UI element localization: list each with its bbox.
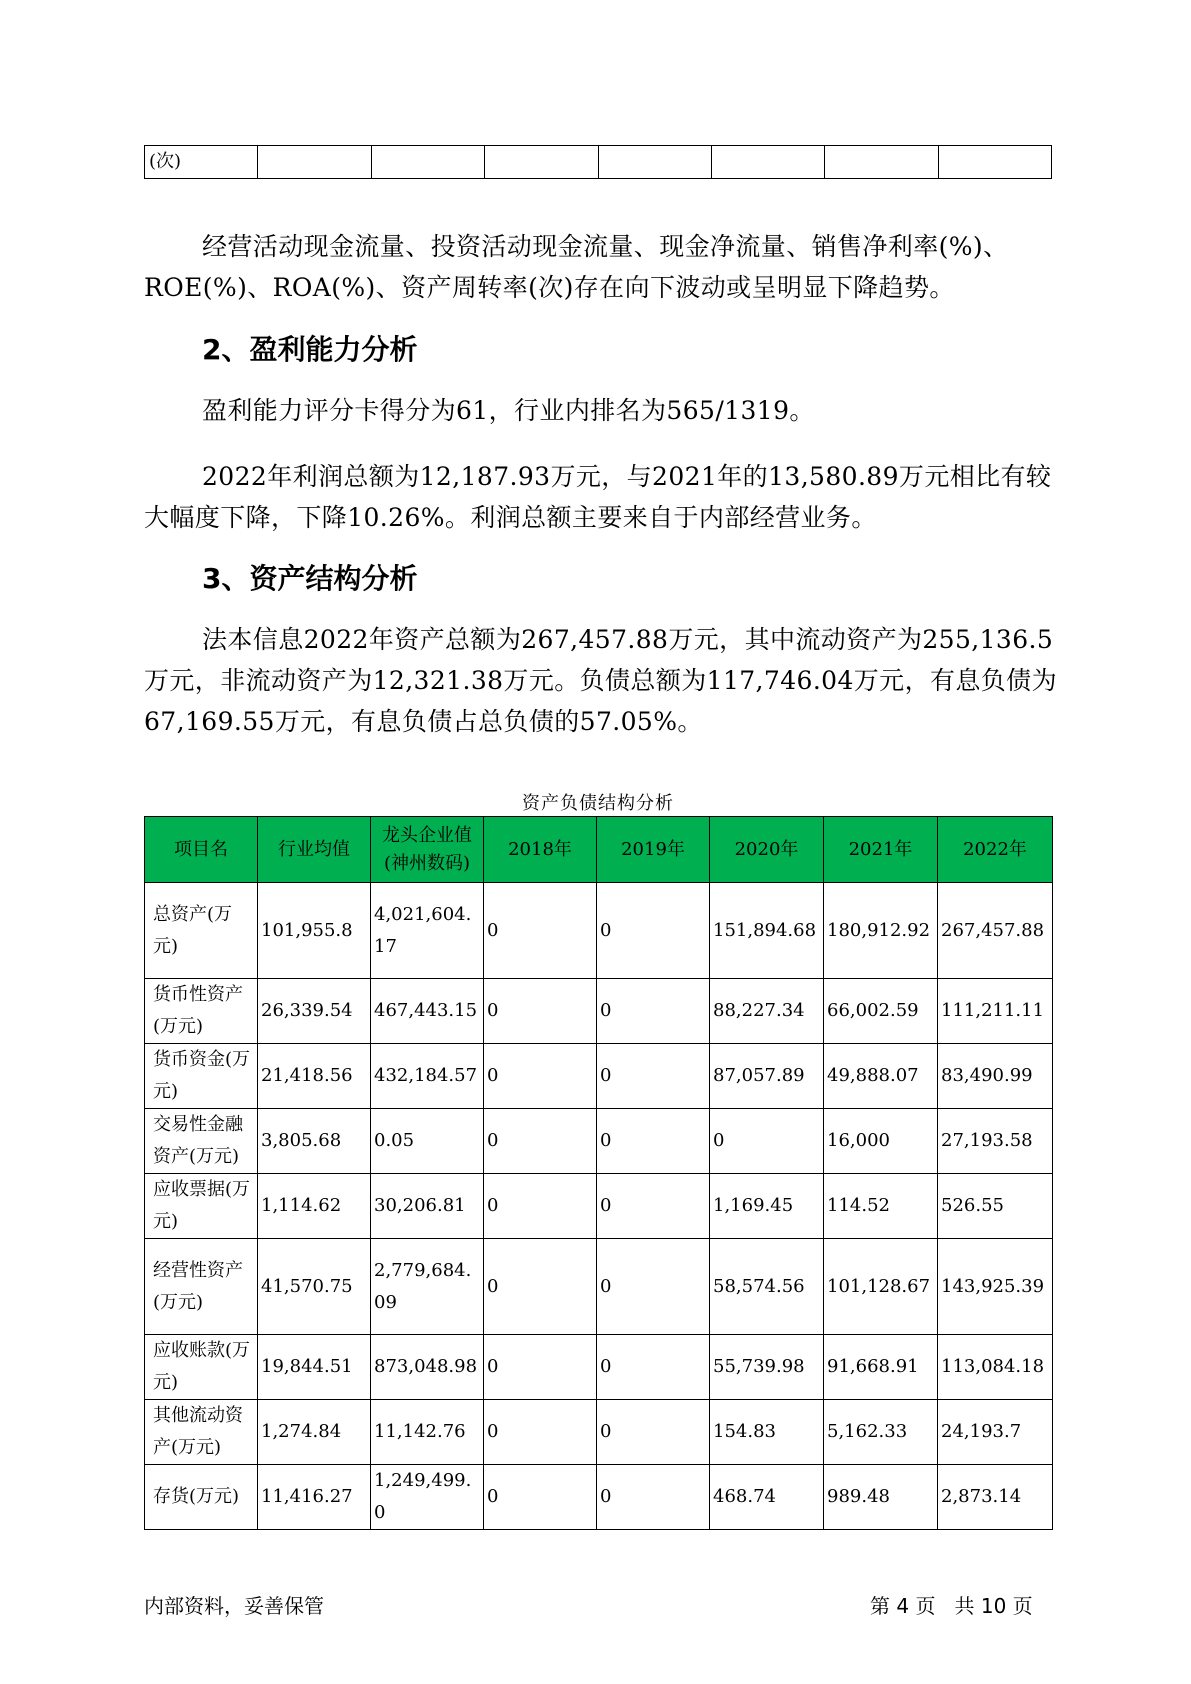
row-label: 总资产(万元) <box>145 883 258 979</box>
table-cell: 101,128.67 <box>824 1239 938 1335</box>
table-cell: 2,779,684.09 <box>371 1239 484 1335</box>
table-cell: 26,339.54 <box>258 979 371 1044</box>
row-label: (次) <box>145 146 258 179</box>
table-cell: 27,193.58 <box>938 1109 1053 1174</box>
row-label: 应收账款(万元) <box>145 1335 258 1400</box>
table-row <box>145 1400 1053 1465</box>
table-cell: 66,002.59 <box>824 979 938 1044</box>
trend-paragraph: 经营活动现金流量、投资活动现金流量、现金净流量、销售净利率(%)、ROE(%)、ROA(%)、资产周转率(次)存在向下波动或呈明显下降趋势。 <box>144 232 1009 302</box>
table-cell: 0 <box>484 1400 597 1465</box>
table-cell: 0 <box>597 1239 710 1335</box>
table-cell: 0 <box>484 1465 597 1530</box>
table-cell: 24,193.7 <box>938 1400 1053 1465</box>
table-cell: 4,021,604.17 <box>371 883 484 979</box>
column-header: 龙头企业值(神州数码) <box>371 817 484 883</box>
row-label: 存货(万元) <box>145 1465 258 1530</box>
column-header: 2020年 <box>710 817 824 883</box>
column-header: 2022年 <box>938 817 1053 883</box>
table-caption: 资产负债结构分析 <box>522 793 674 814</box>
table-cell: 873,048.98 <box>371 1335 484 1400</box>
table-cell: 0 <box>597 883 710 979</box>
table-cell: 1,249,499.0 <box>371 1465 484 1530</box>
footer-confidential: 内部资料，妥善保管 <box>144 1594 324 1618</box>
table-cell: 16,000 <box>824 1109 938 1174</box>
table-cell: 113,084.18 <box>938 1335 1053 1400</box>
table-cell: 21,418.56 <box>258 1044 371 1109</box>
table-cell: 114.52 <box>824 1174 938 1239</box>
table-cell: 0 <box>484 1174 597 1239</box>
table-row <box>145 1109 1053 1174</box>
profit-paragraph: 2022年利润总额为12,187.93万元，与2021年的13,580.89万元相比有较大幅度下降，下降10.26%。利润总额主要来自于内部经营业务。 <box>144 462 1052 532</box>
table-cell: 154.83 <box>710 1400 824 1465</box>
table-cell <box>825 146 938 179</box>
table-cell: 0 <box>710 1109 824 1174</box>
table-cell: 468.74 <box>710 1465 824 1530</box>
table-cell: 30,206.81 <box>371 1174 484 1239</box>
table-cell: 467,443.15 <box>371 979 484 1044</box>
table-row <box>145 1044 1053 1109</box>
table-cell <box>938 146 1051 179</box>
table-cell: 19,844.51 <box>258 1335 371 1400</box>
table-cell: 2,873.14 <box>938 1465 1053 1530</box>
table-cell: 0 <box>597 1174 710 1239</box>
table-cell: 432,184.57 <box>371 1044 484 1109</box>
column-header: 项目名 <box>145 817 258 883</box>
column-header: 2021年 <box>824 817 938 883</box>
row-label: 经营性资产(万元) <box>145 1239 258 1335</box>
table-row <box>145 1465 1053 1530</box>
asset-paragraph: 法本信息2022年资产总额为267,457.88万元，其中流动资产为255,136.5万元，非流动资产为12,321.38万元。负债总额为117,746.04万元，有息负债为67,169.55万元，有息负债占总负债的57.05%。 <box>144 625 1057 736</box>
table-cell: 101,955.8 <box>258 883 371 979</box>
table-row <box>145 1335 1053 1400</box>
table-cell: 267,457.88 <box>938 883 1053 979</box>
table-cell: 526.55 <box>938 1174 1053 1239</box>
table-cell: 0.05 <box>371 1109 484 1174</box>
table-cell: 58,574.56 <box>710 1239 824 1335</box>
table-cell <box>598 146 711 179</box>
table-cell: 91,668.91 <box>824 1335 938 1400</box>
table-cell <box>258 146 371 179</box>
table-cell: 0 <box>597 1335 710 1400</box>
table-row <box>145 1239 1053 1335</box>
table-cell: 0 <box>597 1465 710 1530</box>
table-cell: 88,227.34 <box>710 979 824 1044</box>
table-cell: 143,925.39 <box>938 1239 1053 1335</box>
table-cell: 55,739.98 <box>710 1335 824 1400</box>
table-cell: 0 <box>484 883 597 979</box>
table-row <box>145 146 1052 179</box>
column-header: 2018年 <box>484 817 597 883</box>
row-label: 货币性资产(万元) <box>145 979 258 1044</box>
table-header-row <box>145 817 1053 883</box>
table-cell: 0 <box>484 1335 597 1400</box>
table-cell: 83,490.99 <box>938 1044 1053 1109</box>
row-label: 货币资金(万元) <box>145 1044 258 1109</box>
section-heading-asset-structure: 3、资产结构分析 <box>202 562 418 595</box>
table-cell: 3,805.68 <box>258 1109 371 1174</box>
section-heading-profitability: 2、盈利能力分析 <box>202 333 418 366</box>
table-cell: 1,169.45 <box>710 1174 824 1239</box>
table-cell: 11,416.27 <box>258 1465 371 1530</box>
table-cell <box>711 146 824 179</box>
table-cell: 151,894.68 <box>710 883 824 979</box>
table-cell: 1,114.62 <box>258 1174 371 1239</box>
table-cell: 0 <box>597 1109 710 1174</box>
table-cell: 11,142.76 <box>371 1400 484 1465</box>
table-cell: 0 <box>484 979 597 1044</box>
table-cell: 5,162.33 <box>824 1400 938 1465</box>
table-cell: 0 <box>597 979 710 1044</box>
row-label: 应收票据(万元) <box>145 1174 258 1239</box>
asset-liability-table <box>144 816 1053 1530</box>
profitability-score-paragraph: 盈利能力评分卡得分为61，行业内排名为565/1319。 <box>202 396 815 425</box>
table-cell: 0 <box>597 1044 710 1109</box>
table-cell <box>485 146 598 179</box>
table-cell <box>371 146 484 179</box>
column-header: 2019年 <box>597 817 710 883</box>
table-cell: 87,057.89 <box>710 1044 824 1109</box>
table-row <box>145 883 1053 979</box>
table-cell: 0 <box>597 1400 710 1465</box>
table-cell: 111,211.11 <box>938 979 1053 1044</box>
column-header: 行业均值 <box>258 817 371 883</box>
table-cell: 180,912.92 <box>824 883 938 979</box>
table-row <box>145 979 1053 1044</box>
table-cell: 49,888.07 <box>824 1044 938 1109</box>
table-cell: 0 <box>484 1109 597 1174</box>
table-cell: 0 <box>484 1239 597 1335</box>
previous-table-continuation <box>144 145 1052 179</box>
table-cell: 0 <box>484 1044 597 1109</box>
row-label: 其他流动资产(万元) <box>145 1400 258 1465</box>
table-cell: 1,274.84 <box>258 1400 371 1465</box>
table-cell: 989.48 <box>824 1465 938 1530</box>
table-row <box>145 1174 1053 1239</box>
footer-page-number: 第 4 页 共 10 页 <box>870 1594 1033 1618</box>
row-label: 交易性金融资产(万元) <box>145 1109 258 1174</box>
table-cell: 41,570.75 <box>258 1239 371 1335</box>
